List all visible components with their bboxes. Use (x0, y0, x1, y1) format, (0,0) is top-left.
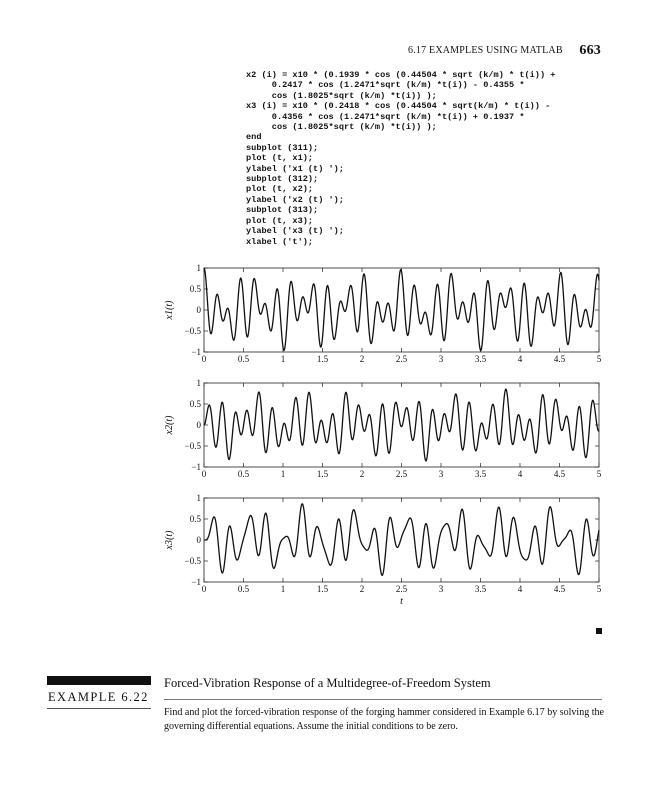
x-tick-label: 3 (438, 354, 444, 364)
end-of-example-mark (596, 628, 602, 634)
code-line: cos (1.8025*sqrt (k/m) *t(i)) ); (271, 90, 437, 101)
code-line: ylabel ('x2 (t) '); (246, 194, 344, 205)
x-tick-label: 1 (280, 584, 286, 594)
x-tick-label: 3.5 (474, 584, 487, 594)
y-tick-label: −1 (191, 462, 201, 472)
response-curve (204, 504, 599, 575)
code-line: x3 (i) = x10 * (0.2418 * cos (0.44504 * sqrt(k/m) * t(i)) - (246, 101, 551, 112)
x-tick-label: 2 (359, 584, 365, 594)
matlab-code-listing (246, 70, 555, 247)
plot-frame (204, 498, 599, 582)
response-curve (204, 389, 599, 461)
x-tick-label: 1.5 (316, 584, 329, 594)
code-line: ylabel ('x3 (t) '); (246, 226, 344, 237)
code-line: subplot (312); (246, 174, 319, 185)
example-title: Forced-Vibration Response of a Multidegree-of-Freedom System (164, 676, 491, 690)
x-tick-label: 0 (201, 354, 207, 364)
y-axis-label: x2(t) (164, 415, 175, 435)
running-head (408, 42, 601, 58)
x-tick-label: 0.5 (237, 584, 250, 594)
y-tick-label: 0 (196, 535, 201, 545)
y-tick-label: 1 (196, 493, 201, 503)
x-tick-label: 3 (438, 469, 444, 479)
y-tick-label: 0.5 (189, 514, 201, 524)
x-tick-label: 2 (359, 354, 365, 364)
x-tick-label: 4.5 (553, 469, 566, 479)
x-tick-label: 4.5 (553, 354, 566, 364)
example-title-rule (164, 699, 602, 700)
x-tick-label: 1 (280, 354, 286, 364)
y-tick-label: 0 (196, 305, 201, 315)
x-tick-label: 5 (596, 584, 602, 594)
code-line: xlabel ('t'); (246, 236, 314, 247)
x-tick-label: 2.5 (395, 584, 408, 594)
page-number: 663 (579, 43, 601, 58)
code-line: 0.2417 * cos (1.2471*sqrt (k/m) *t(i)) - 0.4355 * (271, 80, 525, 91)
y-tick-label: 1 (196, 378, 201, 388)
x-tick-label: 3 (438, 584, 444, 594)
x-tick-label: 4 (517, 354, 523, 364)
y-tick-label: 1 (196, 263, 201, 273)
x-tick-label: 1.5 (316, 469, 329, 479)
x-tick-label: 2.5 (395, 469, 408, 479)
y-axis-label: x3(t) (164, 530, 175, 550)
x-tick-label: 2 (359, 469, 365, 479)
code-line: plot (t, x1); (246, 153, 314, 164)
response-curve (204, 268, 599, 351)
example-body: Find and plot the forced-vibration response of the forging hammer considered in Example 6.17 by solving the governing differential equations. Assume the initial conditions to be zero. (164, 707, 604, 732)
x-tick-label: 3.5 (474, 469, 487, 479)
x-tick-label: 4 (517, 469, 523, 479)
y-tick-label: −1 (191, 577, 201, 587)
code-line: subplot (311); (246, 142, 319, 153)
x-tick-label: 2.5 (395, 354, 408, 364)
y-tick-label: −0.5 (184, 441, 201, 451)
x-tick-label: 3.5 (474, 354, 487, 364)
x-tick-label: 1.5 (316, 354, 329, 364)
code-line: end (246, 132, 262, 143)
y-axis-label: x1(t) (164, 300, 175, 320)
x-tick-label: 5 (596, 469, 602, 479)
x-tick-label: 4 (517, 584, 523, 594)
section-title: 6.17 EXAMPLES USING MATLAB (408, 45, 563, 56)
y-tick-label: 0.5 (189, 284, 201, 294)
example-label: EXAMPLE 6.22 (48, 690, 149, 704)
code-line: 0.4356 * cos (1.2471*sqrt (k/m) *t(i)) + 0.1937 * (271, 111, 525, 122)
x-tick-label: 0 (201, 584, 207, 594)
x-tick-label: 5 (596, 354, 602, 364)
code-line: ylabel ('x1 (t) '); (246, 163, 344, 174)
subplot-figure (158, 258, 608, 618)
x-tick-label: 0.5 (237, 469, 250, 479)
y-tick-label: 0 (196, 420, 201, 430)
x-tick-label: 4.5 (553, 584, 566, 594)
code-line: plot (t, x3); (246, 215, 314, 226)
x-tick-label: 1 (280, 469, 286, 479)
x-tick-label: 0.5 (237, 354, 250, 364)
y-tick-label: 0.5 (189, 399, 201, 409)
example-bar (47, 676, 151, 685)
plot-frame (204, 268, 599, 352)
y-tick-label: −0.5 (184, 556, 201, 566)
x-tick-label: 0 (201, 469, 207, 479)
x-axis-label: t (400, 596, 403, 607)
code-line: plot (t, x2); (246, 184, 314, 195)
example-rule (47, 708, 151, 709)
code-line: subplot (313); (246, 205, 319, 216)
code-line: x2 (i) = x10 * (0.1939 * cos (0.44504 * sqrt (k/m) * t(i)) + (246, 70, 556, 80)
code-line: cos (1.8025*sqrt (k/m) *t(i)) ); (271, 122, 437, 133)
y-tick-label: −1 (191, 347, 201, 357)
y-tick-label: −0.5 (184, 326, 201, 336)
